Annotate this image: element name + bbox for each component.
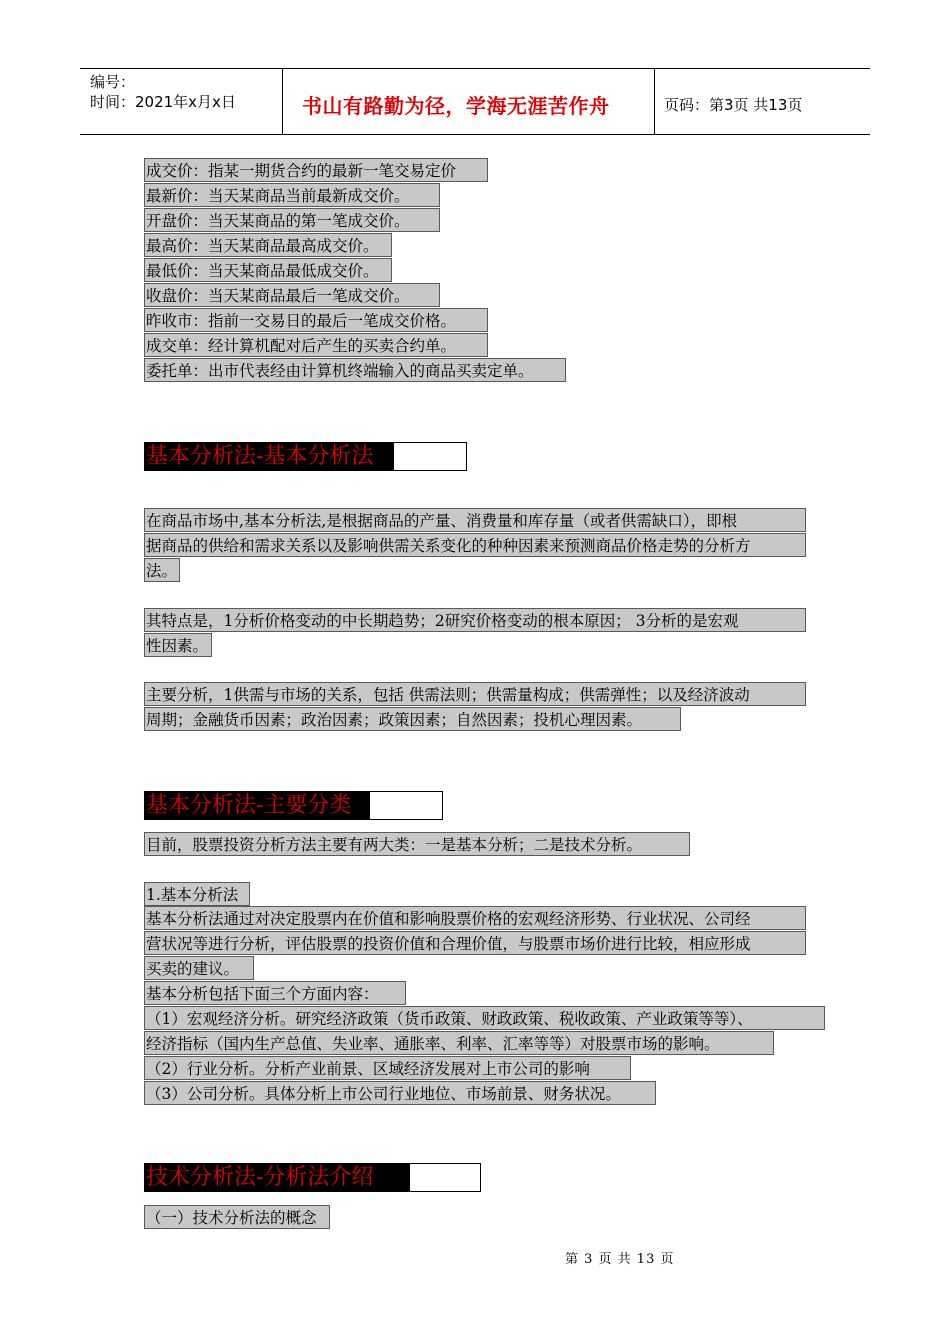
paragraph-line: 基本分析法通过对决定股票内在价值和影响股票价格的宏观经济形势、行业状况、公司经 [144, 906, 806, 930]
paragraph-line: 周期；金融货币因素；政治因素；政策因素；自然因素；投机心理因素。 [144, 707, 681, 731]
section-heading-main-categories [144, 791, 443, 820]
definition-line: 收盘价：当天某商品最后一笔成交价。 [144, 283, 440, 307]
definition-line: 最低价：当天某商品最低成交价。 [144, 258, 392, 282]
header-divider-left [282, 68, 283, 135]
definition-line: 最高价：当天某商品最高成交价。 [144, 233, 392, 257]
list-item: （3）公司分析。具体分析上市公司行业地位、市场前景、财务状况。 [144, 1081, 656, 1105]
section-heading-basic-analysis [144, 442, 467, 471]
paragraph-line: 在商品市场中,基本分析法,是根据商品的产量、消费量和库存量（或者供需缺口），即根 [144, 508, 806, 532]
header-top-rule [80, 68, 870, 69]
paragraph-line: 其特点是，1分析价格变动的中长期趋势；2研究价格变动的根本原因； 3分析的是宏观 [144, 608, 806, 632]
paragraph-line: 主要分析，1供需与市场的关系，包括 供需法则；供需量构成；供需弹性；以及经济波动 [144, 682, 806, 706]
definition-line: 成交价：指某一期货合约的最新一笔交易定价 [144, 158, 488, 182]
page-footer: 第 3 页 共 13 页 [565, 1252, 675, 1267]
section-heading-text: 基本分析法-基本分析法 [145, 443, 394, 470]
definition-line: 开盘价：当天某商品的第一笔成交价。 [144, 208, 440, 232]
paragraph-line: 营状况等进行分析，评估股票的投资价值和合理价值，与股票市场价进行比较，相应形成 [144, 931, 806, 955]
header-divider-right [654, 68, 655, 135]
list-item: （2）行业分析。分析产业前景、区域经济发展对上市公司的影响 [144, 1056, 631, 1080]
subsection-title: 1.基本分析法 [144, 882, 250, 906]
definition-line: 成交单：经计算机配对后产生的买卖合约单。 [144, 333, 488, 357]
definition-line: 委托单：出市代表经由计算机终端输入的商品买卖定单。 [144, 358, 566, 382]
paragraph-line: 据商品的供给和需求关系以及影响供需关系变化的种种因素来预测商品价格走势的分析方 [144, 533, 806, 557]
section-heading-text: 基本分析法-主要分类 [145, 792, 370, 819]
header-bottom-rule [80, 134, 870, 135]
header-info [90, 72, 236, 112]
header-motto: 书山有路勤为径，学海无涯苦作舟 [302, 94, 610, 118]
section-heading-text: 技术分析法-分析法介绍 [145, 1164, 410, 1191]
definition-line: 最新价：当天某商品当前最新成交价。 [144, 183, 440, 207]
doc-number-label: 编号： [90, 73, 136, 91]
header-page-info: 页码：第3页 共13页 [664, 96, 803, 114]
doc-time-label: 时间：2021年x月x日 [90, 93, 236, 111]
paragraph-line: 目前，股票投资分析方法主要有两大类：一是基本分析；二是技术分析。 [144, 832, 690, 856]
list-intro: 基本分析包括下面三个方面内容： [144, 981, 406, 1005]
paragraph-line: 法。 [144, 558, 180, 582]
subsection-title: （一）技术分析法的概念 [144, 1205, 330, 1229]
list-item: （1）宏观经济分析。研究经济政策（货币政策、财政政策、税收政策、产业政策等等）、 [144, 1006, 825, 1030]
list-item: 经济指标（国内生产总值、失业率、通胀率、利率、汇率等等）对股票市场的影响。 [144, 1031, 774, 1055]
section-heading-technical-analysis [144, 1163, 481, 1192]
paragraph-line: 性因素。 [144, 633, 212, 657]
paragraph-line: 买卖的建议。 [144, 956, 254, 980]
definition-line: 昨收市：指前一交易日的最后一笔成交价格。 [144, 308, 488, 332]
